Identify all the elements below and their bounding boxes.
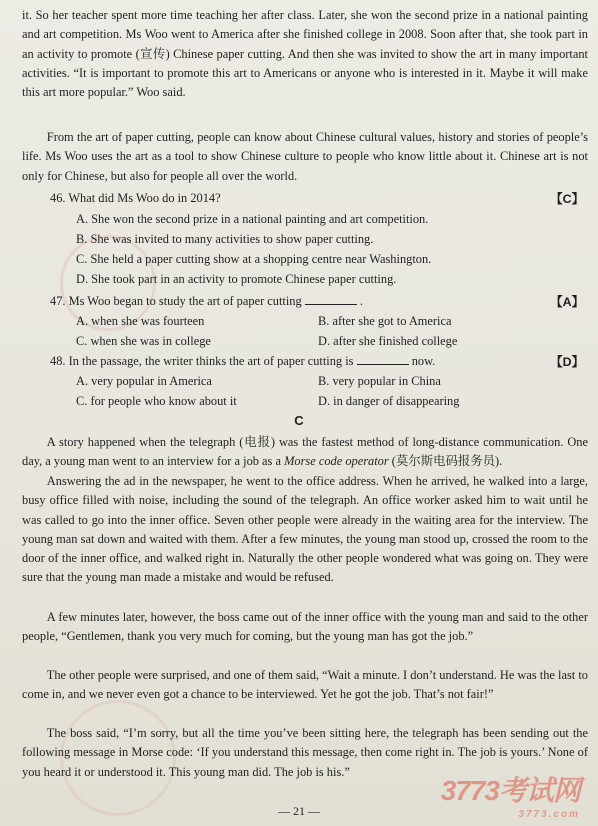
question-46-option-d: D. She took part in an activity to promote Chinese paper cutting. xyxy=(76,272,397,286)
question-48-option-d: D. in danger of disappearing xyxy=(318,394,460,408)
question-47-blank xyxy=(305,294,357,305)
question-46-option-c: C. She held a paper cutting show at a shopping centre near Washington. xyxy=(76,252,432,266)
section-c-paragraph-2: Answering the ad in the newspaper, he went to the office address. When he arrived, he walked into a large, busy office filled with noise, including the sound of the telegraph. An office worker asked him to wait until he was called to go into the inner office. Seven other people were already in the waiting area for the interview. The young man sat down and waited with them. After a few minutes, the young man stood up, crossed the room to the door of the inner office, and walked right in. Naturally the other people wondered what was going on. They were sure that the young man made a mistake and would be refused. xyxy=(22,474,588,585)
question-47-option-b: B. after she got to America xyxy=(318,314,452,328)
site-watermark-logo xyxy=(441,769,580,820)
question-48-option-c: C. for people who know about it xyxy=(76,394,237,408)
question-47-answer: 【A】 xyxy=(550,295,584,309)
question-46-stem: 46. What did Ms Woo do in 2014? xyxy=(50,191,221,205)
question-46-option-b: B. She was invited to many activities to show paper cutting. xyxy=(76,232,374,246)
watermark-logo-text: 3773考试网 xyxy=(440,775,580,806)
page-number: — 21 — xyxy=(278,804,320,818)
passage-b-paragraph-2: From the art of paper cutting, people can know about Chinese cultural values, history and stories of people’s life. Ms Woo uses the art as a tool to show Chinese culture to people who know little about it. Chinese art is not only for Chinese, but also for people all over the world. xyxy=(22,130,588,183)
section-c-paragraph-3: A few minutes later, however, the boss came out of the inner office with the young man and said to the other people, “Gentlemen, thank you very much for coming, but the young man has got the job.” xyxy=(22,610,588,644)
question-48-option-a: A. very popular in America xyxy=(76,374,212,388)
section-c-p1-text-a: A story happened when the telegraph (电报) was the fastest method of long-distance communication. One day, a young man went to an interview for a job as a xyxy=(22,435,588,469)
question-48-stem xyxy=(50,352,490,371)
question-47-option-c: C. when she was in college xyxy=(76,334,211,348)
question-48-stem-end: now. xyxy=(411,354,436,368)
passage-b-paragraph-1: it. So her teacher spent more time teaching her after class. Later, she won the second prize in a national painting and art competition. Ms Woo went to America after she finished college in 2008. Soon after that, she took part in an activity to promote (宣传) Chinese paper cutting. And then she was invited to show the art in many important activities. “It is important to promote this art to Americans or anyone who is interested in it. Maybe it will make this art more popular.” Woo said. xyxy=(22,8,588,100)
section-c-heading: C xyxy=(294,413,304,428)
question-47-option-a: A. when she was fourteen xyxy=(76,314,205,328)
question-46-answer: 【C】 xyxy=(550,192,584,206)
question-48-answer: 【D】 xyxy=(550,355,584,369)
section-c-paragraph-5: The boss said, “I’m sorry, but all the time you’ve been sitting here, the telegraph has been sending out the following message in Morse code: ‘If you understand this message, then come right in. The job is yours.’ None of you heard it or understood it. This young man did. The job is his.” xyxy=(22,726,588,779)
section-c-paragraph-1 xyxy=(22,433,588,472)
question-47-stem xyxy=(50,292,490,311)
question-48-option-b: B. very popular in China xyxy=(318,374,441,388)
section-c-paragraph-4: The other people were surprised, and one of them said, “Wait a minute. I don’t understand. He was the last to come in, and we never even got a chance to be interviewed. Yet he got the job. That’s not fair!” xyxy=(22,668,588,702)
watermark-domain-text: 3773.com xyxy=(518,809,580,820)
question-48-blank xyxy=(357,354,409,365)
question-48-stem-text: 48. In the passage, the writer thinks the art of paper cutting is xyxy=(50,354,354,368)
question-47-stem-text: 47. Ms Woo began to study the art of paper cutting xyxy=(50,294,302,308)
question-47-stem-end: . xyxy=(359,294,364,308)
section-c-p1-emphasis: Morse code operator xyxy=(284,454,389,469)
question-47-option-d: D. after she finished college xyxy=(318,334,458,348)
question-46-option-a: A. She won the second prize in a national painting and art competition. xyxy=(76,212,429,226)
section-c-p1-text-b: (莫尔斯电码报务员). xyxy=(388,454,503,469)
